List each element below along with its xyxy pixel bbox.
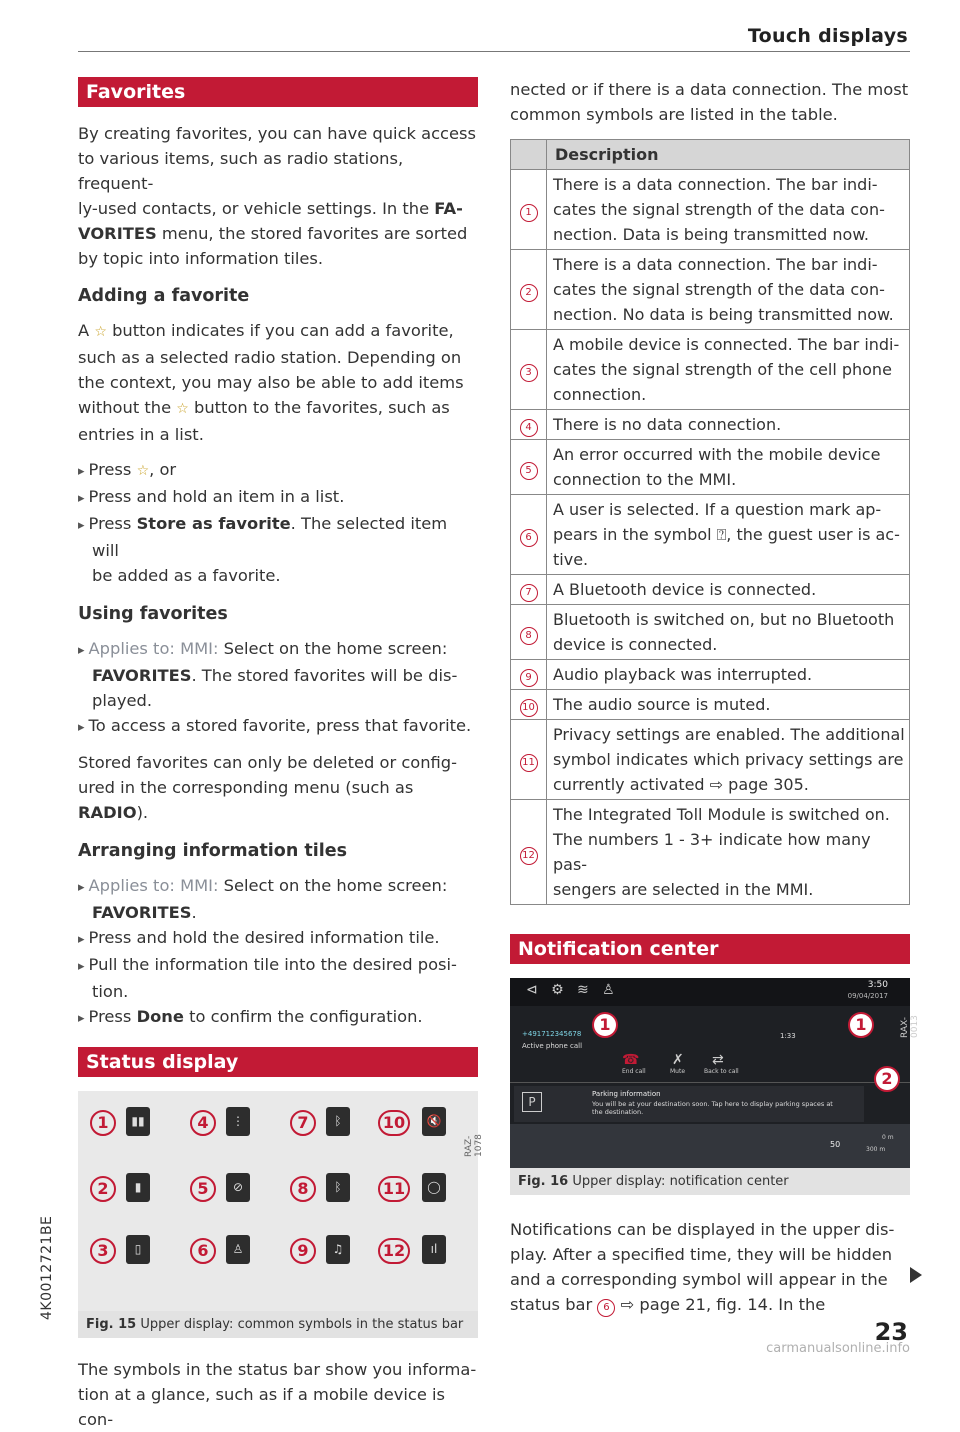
callout-5: 5 [190, 1173, 216, 1201]
figure-16-caption: Fig. 16 Upper display: notification center [510, 1168, 910, 1195]
text-line: to various items, such as radio stations, frequent- [78, 149, 404, 193]
bullet-arr-4: ▸ Press Done to confirm the configuration. [78, 1004, 478, 1031]
description-line: device is connected. [553, 635, 718, 654]
row-number-circle: 12 [520, 847, 538, 865]
row-description [547, 440, 910, 495]
row-number-circle: 8 [520, 627, 538, 645]
star-icon: ☆ [136, 463, 150, 479]
description-line: symbol indicates which privacy settings are [553, 750, 904, 769]
bluetooth-connected-icon: ᛒ [326, 1107, 350, 1136]
connection-error-icon: ⊘ [226, 1173, 250, 1202]
next-page-arrow-icon [910, 1267, 922, 1283]
row-number [511, 330, 547, 410]
row-number-circle: 2 [520, 284, 538, 302]
bullet-press-hold: ▸ Press and hold an item in a list. [78, 484, 478, 511]
row-description [547, 250, 910, 330]
status-bar-icons: ⊲ ⚙ ≋ ♙ [526, 982, 615, 998]
table-row [511, 605, 910, 660]
table-row [511, 800, 910, 905]
bullet-arr-1: ▸ Applies to: MMI: Select on the home screen: FAVORITES. [78, 873, 478, 925]
end-call-label: End call [622, 1068, 646, 1075]
toll-module-icon: ıl [422, 1235, 446, 1264]
row-number-circle: 7 [520, 584, 538, 602]
figure-15-caption: Fig. 15 Upper display: common symbols in the status bar [78, 1311, 478, 1338]
row-description [547, 690, 910, 720]
status-body: The symbols in the status bar show you informa- tion at a glance, such as if a mobile device is con- [78, 1360, 477, 1429]
row-number [511, 660, 547, 690]
description-line: sengers are selected in the MMI. [553, 880, 814, 899]
audio-paused-icon: ♫ [326, 1235, 350, 1264]
text-line: such as a selected radio station. Depending on [78, 348, 462, 367]
parking-title: Parking information [592, 1090, 661, 1098]
callout-1-right: 1 [848, 1012, 874, 1038]
text-line: entries in a list. [78, 425, 204, 444]
date: 09/04/2017 [847, 992, 888, 1000]
description-line: A mobile device is connected. The bar indi- [553, 335, 900, 354]
row-number [511, 440, 547, 495]
description-line: cates the signal strength of the data con- [553, 280, 885, 299]
description-line: A user is selected. If a question mark ap- [553, 500, 882, 519]
row-number [511, 495, 547, 575]
description-line: Audio playback was interrupted. [553, 665, 813, 684]
row-description [547, 170, 910, 250]
callout-ref-6: 6 [597, 1299, 615, 1317]
table-row [511, 330, 910, 410]
description-line: There is a data connection. The bar indi- [553, 255, 878, 274]
table-row [511, 690, 910, 720]
row-number [511, 170, 547, 250]
callout-8: 8 [290, 1173, 316, 1201]
table-row [511, 170, 910, 250]
privacy-shield-icon: ◯ [422, 1173, 446, 1202]
description-line: currently activated ⇨ page 305. [553, 775, 809, 794]
description-line: The numbers 1 - 3+ indicate how many pas- [553, 830, 871, 874]
description-line: cates the signal strength of the data con- [553, 200, 885, 219]
text-line: the context, you may also be able to add items [78, 373, 464, 392]
row-number-circle: 4 [520, 419, 538, 437]
description-line: The audio source is muted. [553, 695, 771, 714]
row-number [511, 250, 547, 330]
callout-11: 11 [378, 1173, 410, 1201]
favorites-intro [78, 121, 478, 271]
description-line: Privacy settings are enabled. The additional [553, 725, 905, 744]
notification-body: Notifications can be displayed in the upper dis- play. After a specified time, they will be hidden and a corresponding symbol will appear in the status bar 6 ⇨ page 21, fig. 14. In the [510, 1217, 910, 1317]
page-number: 23 [874, 1318, 908, 1346]
document-code: 4K0012721BE [39, 1215, 55, 1320]
bullet-arr-3: ▸ Pull the information tile into the desired posi- tion. [78, 952, 478, 1004]
text-line: ly-used contacts, or vehicle settings. In the [78, 199, 435, 218]
divider [510, 1082, 910, 1083]
row-number-circle: 3 [520, 364, 538, 382]
row-number-circle: 10 [520, 699, 538, 717]
bullet-store-favorite: ▸ Press Store as favorite. The selected item will be added as a favorite. [78, 511, 478, 588]
no-data-icon: ⋮ [226, 1107, 250, 1136]
back-to-call-icon[interactable]: ⇄ [712, 1052, 724, 1068]
notification-center-figure [510, 978, 920, 1168]
row-number [511, 690, 547, 720]
text-line: By creating favorites, you can have quick access [78, 124, 476, 143]
bluetooth-on-icon: ᛒ [326, 1173, 350, 1202]
end-call-icon[interactable]: ☎ [622, 1052, 640, 1068]
row-number [511, 605, 547, 660]
text-line: A [78, 321, 95, 340]
row-description [547, 800, 910, 905]
bullet-using-1: ▸ Applies to: MMI: Select on the home screen: FAVORITES. The stored favorites will be dis- played. [78, 636, 478, 713]
row-description [547, 330, 910, 410]
table-row [511, 410, 910, 440]
callout-10: 10 [378, 1107, 410, 1135]
callout-2: 2 [90, 1173, 116, 1201]
description-line: There is no data connection. [553, 415, 782, 434]
description-line: cates the signal strength of the cell phone [553, 360, 892, 379]
row-description [547, 410, 910, 440]
row-number [511, 410, 547, 440]
table-row [511, 660, 910, 690]
distance-zero: 0 m [882, 1134, 894, 1141]
figure-16-code: RAX-0013 [900, 1015, 920, 1038]
clock: 3:50 [867, 980, 888, 990]
right-column [510, 77, 920, 1317]
text-line: by topic into information tiles. [78, 249, 324, 268]
description-line: connection to the MMI. [553, 470, 737, 489]
star-icon: ☆ [94, 324, 107, 340]
text-line: without the [78, 398, 177, 417]
table-header-description: Description [547, 140, 910, 170]
user-icon: ♙ [226, 1235, 250, 1264]
continued-text: nected or if there is a data connection. The most common symbols are listed in the table. [510, 80, 909, 124]
data-idle-icon: ▮ [126, 1173, 150, 1202]
table-row [511, 495, 910, 575]
adding-heading: Adding a favorite [78, 286, 250, 306]
map-area [510, 1124, 910, 1168]
callout-1-left: 1 [592, 1012, 618, 1038]
figure-code: RAZ-1078 [464, 1134, 484, 1157]
callout-4: 4 [190, 1107, 216, 1135]
description-line: Bluetooth is switched on, but no Bluetooth [553, 610, 895, 629]
data-transmitting-icon: ▮▮ [126, 1107, 150, 1136]
row-number-circle: 5 [520, 462, 538, 480]
description-line: There is a data connection. The bar indi- [553, 175, 878, 194]
row-description [547, 660, 910, 690]
status-symbols-figure [78, 1091, 484, 1311]
description-line: nection. No data is being transmitted now. [553, 305, 894, 324]
menu-name: VORITES [78, 224, 157, 243]
row-number-circle: 1 [520, 204, 538, 222]
star-icon: ☆ [176, 401, 189, 417]
text-line: menu, the stored favorites are sorted [156, 224, 468, 243]
bullet-using-2: ▸ To access a stored favorite, press that favorite. [78, 713, 478, 740]
row-number-circle: 11 [520, 754, 538, 772]
row-description [547, 720, 910, 800]
table-body [511, 170, 910, 905]
menu-name: FA- [434, 199, 463, 218]
cell-phone-signal-icon: ▯ [126, 1235, 150, 1264]
callout-12: 12 [378, 1235, 410, 1263]
using-heading: Using favorites [78, 604, 228, 624]
callout-7: 7 [290, 1107, 316, 1135]
callout-1: 1 [90, 1107, 116, 1135]
muted-icon: 🔇 [422, 1107, 446, 1136]
running-header: Touch displays [747, 25, 908, 47]
parking-icon: P [522, 1092, 542, 1112]
callout-6: 6 [190, 1235, 216, 1263]
row-number [511, 800, 547, 905]
table-row [511, 720, 910, 800]
distance: 300 m [866, 1146, 886, 1153]
description-line: connection. [553, 385, 647, 404]
row-number [511, 720, 547, 800]
row-description [547, 605, 910, 660]
stored-text: Stored favorites can only be deleted or config- ured in the corresponding menu (such as RADIO). [78, 753, 458, 822]
row-description [547, 575, 910, 605]
description-line: An error occurred with the mobile device [553, 445, 881, 464]
favorites-heading: Favorites [78, 77, 478, 107]
callout-9: 9 [290, 1235, 316, 1263]
speed-limit: 50 [830, 1140, 841, 1149]
adding-text [78, 318, 478, 447]
mute-label: Mute [670, 1068, 686, 1075]
description-line: tive. [553, 550, 589, 569]
arranging-heading: Arranging information tiles [78, 841, 348, 861]
text-line: button to the favorites, such as [188, 398, 450, 417]
mute-icon[interactable]: ✗ [672, 1052, 684, 1068]
caller-number: +491712345678 [522, 1030, 582, 1038]
row-description [547, 495, 910, 575]
bullet-press-star: ▸ Press ☆, or [78, 457, 478, 484]
bullet-arr-2: ▸ Press and hold the desired information tile. [78, 925, 478, 952]
status-heading: Status display [78, 1047, 478, 1077]
watermark: carmanualsonline.info [766, 1341, 910, 1356]
row-number-circle: 6 [520, 529, 538, 547]
table-row [511, 440, 910, 495]
symbols-table [510, 139, 910, 905]
description-line: A Bluetooth device is connected. [553, 580, 817, 599]
table-row [511, 250, 910, 330]
header-rule [78, 51, 910, 52]
description-line: nection. Data is being transmitted now. [553, 225, 870, 244]
left-column [78, 77, 484, 1432]
parking-text: You will be at your destination soon. Tap here to display parking spaces at the destination. [592, 1100, 833, 1116]
row-number [511, 575, 547, 605]
description-line: The Integrated Toll Module is switched on. [553, 805, 890, 824]
call-duration: 1:33 [780, 1032, 796, 1040]
callout-3: 3 [90, 1235, 116, 1263]
back-to-call-label: Back to call [704, 1068, 739, 1075]
text-line: button indicates if you can add a favorite, [106, 321, 454, 340]
row-number-circle: 9 [520, 669, 538, 687]
callout-2: 2 [874, 1066, 900, 1092]
table-row [511, 575, 910, 605]
table-header-blank [511, 140, 547, 170]
description-line: pears in the symbol ⍰, the guest user is ac- [553, 525, 900, 544]
notification-heading: Notification center [510, 934, 910, 964]
active-call-label: Active phone call [522, 1042, 583, 1050]
table-header-row [511, 140, 910, 170]
